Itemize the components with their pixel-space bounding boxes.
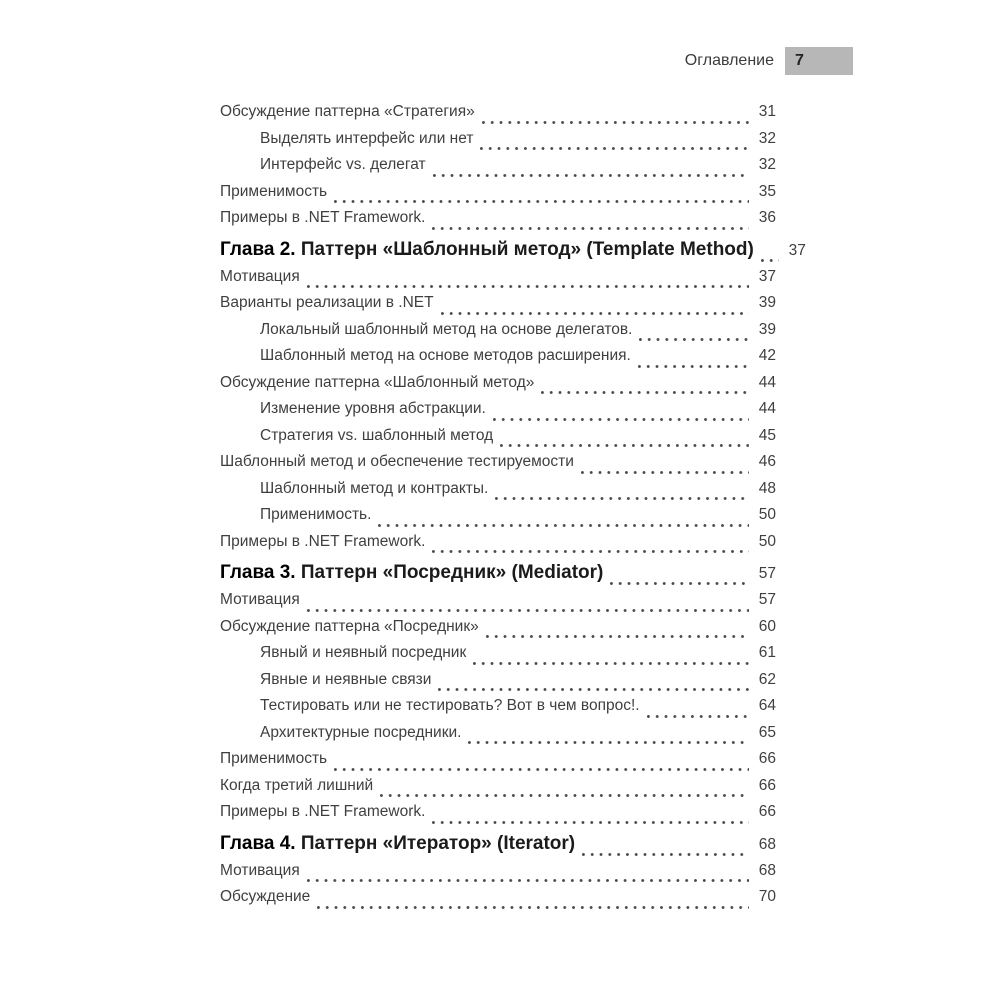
toc-entry-page: 35 — [758, 182, 776, 200]
toc-entry-row[interactable] — [220, 803, 776, 830]
toc-entry-row[interactable] — [220, 750, 776, 777]
toc-entry-title: Примеры в .NET Framework. — [220, 209, 426, 226]
dot-leader — [581, 471, 749, 474]
toc-entry-page: 61 — [758, 644, 776, 661]
dot-leader — [493, 418, 749, 421]
toc-entry-row[interactable] — [220, 506, 776, 533]
toc-entry-title: Изменение уровня абстракции. — [260, 400, 486, 417]
toc-entry-title: Обсуждение паттерна «Посредник» — [220, 617, 479, 635]
dot-leader — [441, 312, 749, 315]
toc-entry-title: Варианты реализации в .NET — [220, 294, 434, 311]
toc-entry-page: 50 — [758, 506, 776, 523]
toc-entry-page: 31 — [758, 103, 776, 120]
toc-entry-title: Обсуждение паттерна «Шаблонный метод» — [220, 373, 535, 391]
dot-leader — [432, 821, 749, 824]
toc-entry-row[interactable] — [220, 888, 776, 915]
page-number-box — [785, 47, 853, 75]
toc-entry-title: Глава 2. Паттерн «Шаблонный метод» (Template Method) — [220, 238, 754, 260]
toc-list — [220, 103, 806, 915]
toc-entry-page: 66 — [758, 803, 776, 820]
toc-entry-title: Примеры в .NET Framework. — [220, 532, 426, 550]
toc-entry-title: Примеры в .NET Framework. — [220, 803, 426, 820]
toc-entry-page: 60 — [758, 617, 776, 635]
toc-entry-title: Локальный шаблонный метод на основе делегатов. — [260, 320, 633, 338]
toc-entry-title: Применимость — [220, 182, 328, 200]
toc-entry-row[interactable] — [220, 156, 776, 183]
toc-entry-page: 42 — [758, 347, 776, 364]
toc-entry-title: Применимость. — [260, 506, 372, 523]
dot-leader — [438, 688, 749, 691]
toc-entry-page: 44 — [758, 373, 776, 391]
toc-entry-title: Тестировать или не тестировать? Вот в чем вопрос!. — [260, 697, 640, 714]
toc-entry-row[interactable] — [220, 671, 776, 698]
toc-entry-page: 66 — [758, 750, 776, 767]
toc-entry-row[interactable] — [220, 183, 776, 210]
toc-entry-page: 66 — [758, 776, 776, 794]
toc-entry-title: Шаблонный метод и контракты. — [260, 479, 489, 497]
toc-entry-row[interactable] — [220, 400, 776, 427]
toc-entry-page: 62 — [758, 670, 776, 688]
toc-entry-page: 36 — [758, 209, 776, 226]
toc-entry-title: Архитектурные посредники. — [260, 723, 462, 741]
toc-entry-title: Стратегия vs. шаблонный метод — [260, 426, 494, 444]
toc-entry-row[interactable] — [220, 591, 776, 618]
dot-leader — [307, 285, 749, 288]
toc-entry-row[interactable] — [220, 533, 776, 560]
toc-entry-page: 64 — [758, 697, 776, 714]
running-header-title: Оглавление — [684, 52, 774, 69]
chapter-number-prefix: Глава 3. — [220, 562, 296, 583]
toc-entry-row[interactable] — [220, 294, 776, 321]
dot-leader — [582, 853, 749, 856]
toc-entry-page: 39 — [758, 320, 776, 338]
toc-entry-page: 45 — [758, 426, 776, 444]
toc-entry-row[interactable] — [220, 618, 776, 645]
toc-entry-title: Мотивация — [220, 861, 300, 879]
toc-entry-row[interactable] — [220, 697, 776, 724]
dot-leader — [482, 121, 749, 124]
dot-leader — [610, 582, 749, 585]
dot-leader — [380, 794, 749, 797]
toc-entry-row[interactable] — [220, 209, 776, 236]
chapter-number-prefix: Глава 2. — [220, 238, 296, 260]
toc-entry-page: 68 — [758, 835, 776, 853]
toc-entry-row[interactable] — [220, 103, 776, 130]
toc-entry-page: 57 — [758, 565, 776, 582]
toc-entry-row[interactable] — [220, 321, 776, 348]
toc-entry-title: Обсуждение паттерна «Стратегия» — [220, 103, 475, 120]
toc-entry-title: Выделять интерфейс или нет — [260, 129, 474, 147]
toc-entry-row[interactable] — [220, 347, 776, 374]
toc-entry-page: 70 — [758, 888, 776, 905]
toc-entry-title: Применимость — [220, 750, 328, 767]
toc-entry-page: 37 — [758, 267, 776, 285]
toc-entry-title: Когда третий лишний — [220, 776, 374, 794]
toc-entry-row[interactable] — [220, 480, 776, 507]
toc-entry-page: 65 — [758, 723, 776, 741]
dot-leader — [761, 259, 779, 262]
toc-chapter-row[interactable] — [220, 236, 806, 268]
toc-entry-page: 39 — [758, 294, 776, 311]
toc-entry-title: Глава 4. Паттерн «Итератор» (Iterator) — [220, 832, 576, 854]
dot-leader — [473, 662, 749, 665]
chapter-number-prefix: Глава 4. — [220, 832, 296, 854]
toc-entry-row[interactable] — [220, 644, 776, 671]
toc-entry-page: 57 — [758, 591, 776, 608]
dot-leader — [638, 365, 749, 368]
toc-chapter-row[interactable] — [220, 830, 776, 862]
toc-entry-row[interactable] — [220, 777, 776, 804]
dot-leader — [541, 391, 749, 394]
toc-entry-page: 32 — [758, 156, 776, 173]
dot-leader — [500, 444, 749, 447]
dot-leader — [378, 524, 749, 527]
toc-entry-title: Шаблонный метод и обеспечение тестируемости — [220, 453, 574, 470]
dot-leader — [647, 715, 749, 718]
toc-entry-page: 46 — [758, 453, 776, 470]
dot-leader — [495, 497, 749, 500]
toc-entry-page: 44 — [758, 400, 776, 417]
dot-leader — [432, 227, 749, 230]
toc-entry-page: 68 — [758, 861, 776, 879]
toc-entry-page: 48 — [758, 479, 776, 497]
dot-leader — [317, 906, 749, 909]
toc-entry-page: 37 — [788, 241, 806, 259]
toc-chapter-row[interactable] — [220, 559, 776, 591]
toc-entry-row[interactable] — [220, 374, 776, 401]
toc-entry-row[interactable] — [220, 130, 776, 157]
running-header — [0, 47, 853, 75]
toc-entry-row[interactable] — [220, 427, 776, 454]
dot-leader — [334, 200, 749, 203]
dot-leader — [432, 550, 749, 553]
dot-leader — [334, 768, 749, 771]
toc-entry-row[interactable] — [220, 724, 776, 751]
dot-leader — [639, 338, 749, 341]
dot-leader — [307, 879, 749, 882]
toc-entry-title: Мотивация — [220, 267, 300, 285]
page-number: 7 — [795, 52, 804, 69]
toc-entry-row[interactable] — [220, 453, 776, 480]
toc-entry-title: Явный и неявный посредник — [260, 644, 467, 661]
dot-leader — [307, 609, 749, 612]
toc-entry-title: Глава 3. Паттерн «Посредник» (Mediator) — [220, 562, 604, 583]
toc-entry-title: Шаблонный метод на основе методов расширения. — [260, 347, 631, 364]
dot-leader — [433, 174, 749, 177]
dot-leader — [468, 741, 749, 744]
toc-entry-title: Обсуждение — [220, 888, 311, 905]
toc-entry-page: 50 — [758, 532, 776, 550]
toc-entry-title: Мотивация — [220, 591, 300, 608]
toc-entry-row[interactable] — [220, 862, 776, 889]
dot-leader — [480, 147, 749, 150]
toc-entry-page: 32 — [758, 129, 776, 147]
toc-entry-row[interactable] — [220, 268, 776, 295]
toc-entry-title: Явные и неявные связи — [260, 670, 432, 688]
dot-leader — [486, 635, 749, 638]
toc-entry-title: Интерфейс vs. делегат — [260, 156, 426, 173]
